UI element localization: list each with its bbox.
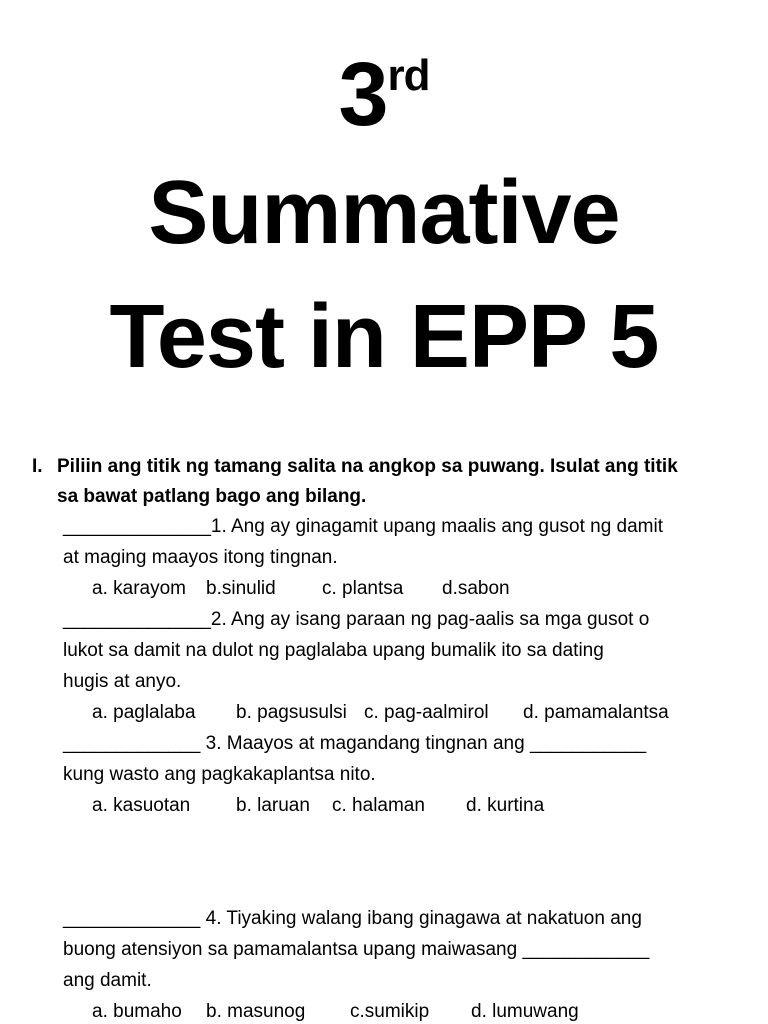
question-1-option-d: d.sabon <box>442 578 510 599</box>
question-3-option-c: c. halaman <box>332 795 425 816</box>
question-3-line-2: kung wasto ang pagkakaplantsa nito. <box>63 764 376 785</box>
question-2-option-d: d. pamamalantsa <box>523 702 669 723</box>
question-1-option-a: a. karayom <box>92 578 186 599</box>
question-4-option-c: c.sumikip <box>350 1001 430 1022</box>
question-2-line-2: lukot sa damit na dulot ng paglalaba upang bumalik ito sa dating <box>63 640 604 661</box>
question-4-option-d: d. lumuwang <box>471 1001 579 1022</box>
question-2-option-a: a. paglalaba <box>92 702 196 723</box>
question-3-line-1: _____________ 3. Maayos at magandang tingnan ang ___________ <box>63 733 647 754</box>
question-2-option-c: c. pag-aalmirol <box>364 702 489 723</box>
question-4-line-2: buong atensiyon sa pamamalantsa upang maiwasang ____________ <box>63 939 650 960</box>
question-4-line-3: ang damit. <box>63 970 152 991</box>
instruction-line-2: sa bawat patlang bago ang bilang. <box>57 486 367 507</box>
title-line-3: Test in EPP 5 <box>109 287 659 387</box>
question-3-option-b: b. laruan <box>236 795 310 816</box>
section-numeral: I. <box>32 456 43 477</box>
title-line-2: Summative <box>148 163 620 263</box>
question-2-line-1: ______________2. Ang ay isang paraan ng pag-aalis sa mga gusot o <box>63 609 650 630</box>
question-1-option-b: b.sinulid <box>206 578 276 599</box>
question-1-option-c: c. plantsa <box>322 578 404 599</box>
question-1-line-1: ______________1. Ang ay ginagamit upang maalis ang gusot ng damit <box>63 516 664 537</box>
instruction-line-1: Piliin ang titik ng tamang salita na angkop sa puwang. Isulat ang titik <box>57 456 678 477</box>
question-4-line-1: _____________ 4. Tiyaking walang ibang ginagawa at nakatuon ang <box>63 908 642 929</box>
title-suffix: rd <box>387 51 430 100</box>
question-4-option-a: a. bumaho <box>92 1001 182 1022</box>
question-2-option-b: b. pagsusulsi <box>236 702 347 723</box>
question-3-option-a: a. kasuotan <box>92 795 191 816</box>
title-number: 3 <box>338 45 388 145</box>
question-1-line-2: at maging maayos itong tingnan. <box>63 547 338 568</box>
title-grade <box>0 45 768 145</box>
question-3-option-d: d. kurtina <box>466 795 545 816</box>
question-2-line-3: hugis at anyo. <box>63 671 182 692</box>
question-4-option-b: b. masunog <box>206 1001 306 1022</box>
